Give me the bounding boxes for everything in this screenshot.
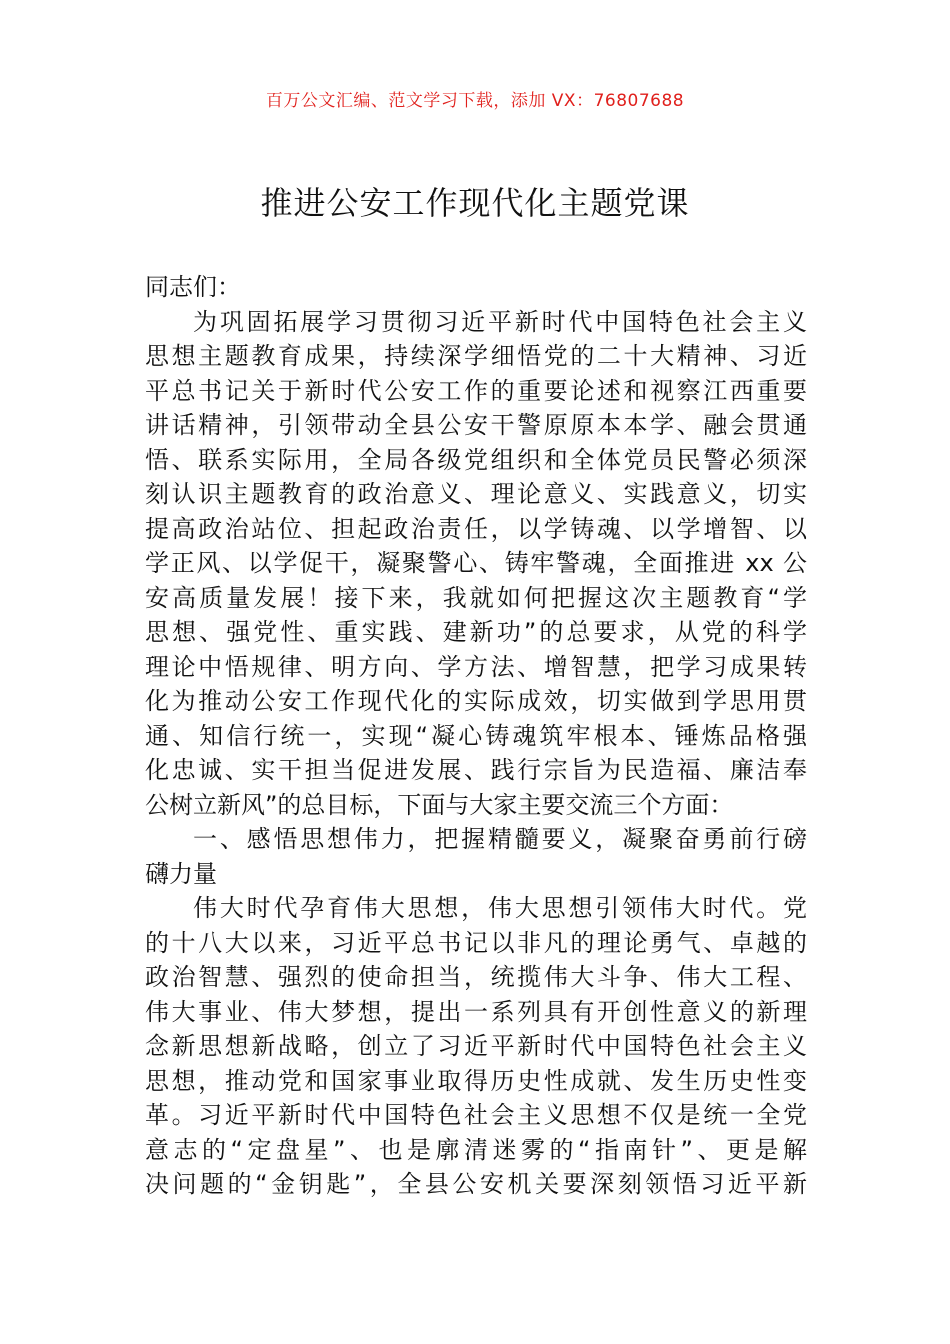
body-line: 为巩固拓展学习贯彻习近平新时代中国特色社会主义 (193, 307, 807, 336)
body-line: 革。习近平新时代中国特色社会主义思想不仅是统一全党 (145, 1101, 807, 1129)
body-line: 公树立新风”的总目标，下面与大家主要交流三个方面： (145, 790, 734, 819)
body-line: 理论中悟规律、明方向、学方法、增智慧，把学习成果转 (145, 652, 807, 681)
body-line: 伟大时代孕育伟大思想，伟大思想引领伟大时代。党 (193, 894, 807, 922)
document-body (145, 270, 807, 1202)
body-line: 提高政治站位、担起政治责任，以学铸魂、以学增智、以 (145, 514, 807, 543)
body-line: 化忠诚、实干担当促进发展、践行宗旨为民造福、廉洁奉 (145, 756, 807, 784)
page-title: 推进公安工作现代化主题党课 (260, 184, 690, 222)
body-line: 思想，推动党和国家事业取得历史性成就、发生历史性变 (145, 1066, 807, 1095)
body-line: 悟、联系实际用，全局各级党组织和全体党员民警必须深 (145, 445, 807, 474)
body-line: 平总书记关于新时代公安工作的重要论述和视察江西重要 (145, 376, 807, 405)
body-line: 念新思想新战略，创立了习近平新时代中国特色社会主义 (145, 1032, 807, 1060)
body-line: 的十八大以来，习近平总书记以非凡的理论勇气、卓越的 (145, 928, 807, 957)
body-line: 伟大事业、伟大梦想，提出一系列具有开创性意义的新理 (145, 997, 807, 1026)
body-line: 思想、强党性、重实践、建新功”的总要求，从党的科学 (145, 618, 807, 646)
body-line: 通、知信行统一，实现“凝心铸魂筑牢根本、锤炼品格强 (145, 721, 807, 750)
body-line: 政治智慧、强烈的使命担当，统揽伟大斗争、伟大工程、 (145, 963, 807, 991)
body-line: 同志们： (145, 273, 241, 301)
body-line: 决问题的“金钥匙”，全县公安机关要深刻领悟习近平新 (145, 1170, 807, 1198)
body-line: 思想主题教育成果，持续深学细悟党的二十大精神、习近 (145, 342, 807, 370)
body-line: 讲话精神，引领带动全县公安干警原原本本学、融会贯通 (145, 411, 807, 439)
body-line: 意志的“定盘星”、也是廓清迷雾的“指南针”、更是解 (145, 1135, 807, 1164)
body-line: 学正风、以学促干，凝聚警心、铸牢警魂，全面推进 xx 公 (145, 549, 807, 577)
body-line: 一、感悟思想伟力，把握精髓要义，凝聚奋勇前行磅 (193, 825, 807, 853)
body-line: 化为推动公安工作现代化的实际成效，切实做到学思用贯 (145, 687, 807, 715)
body-line: 安高质量发展！接下来，我就如何把握这次主题教育“学 (145, 583, 807, 612)
header-watermark-note: 百万公文汇编、范文学习下载，添加 VX：76807688 (265, 91, 685, 111)
body-line: 礴力量 (145, 859, 217, 888)
body-line: 刻认识主题教育的政治意义、理论意义、实践意义，切实 (145, 480, 807, 508)
